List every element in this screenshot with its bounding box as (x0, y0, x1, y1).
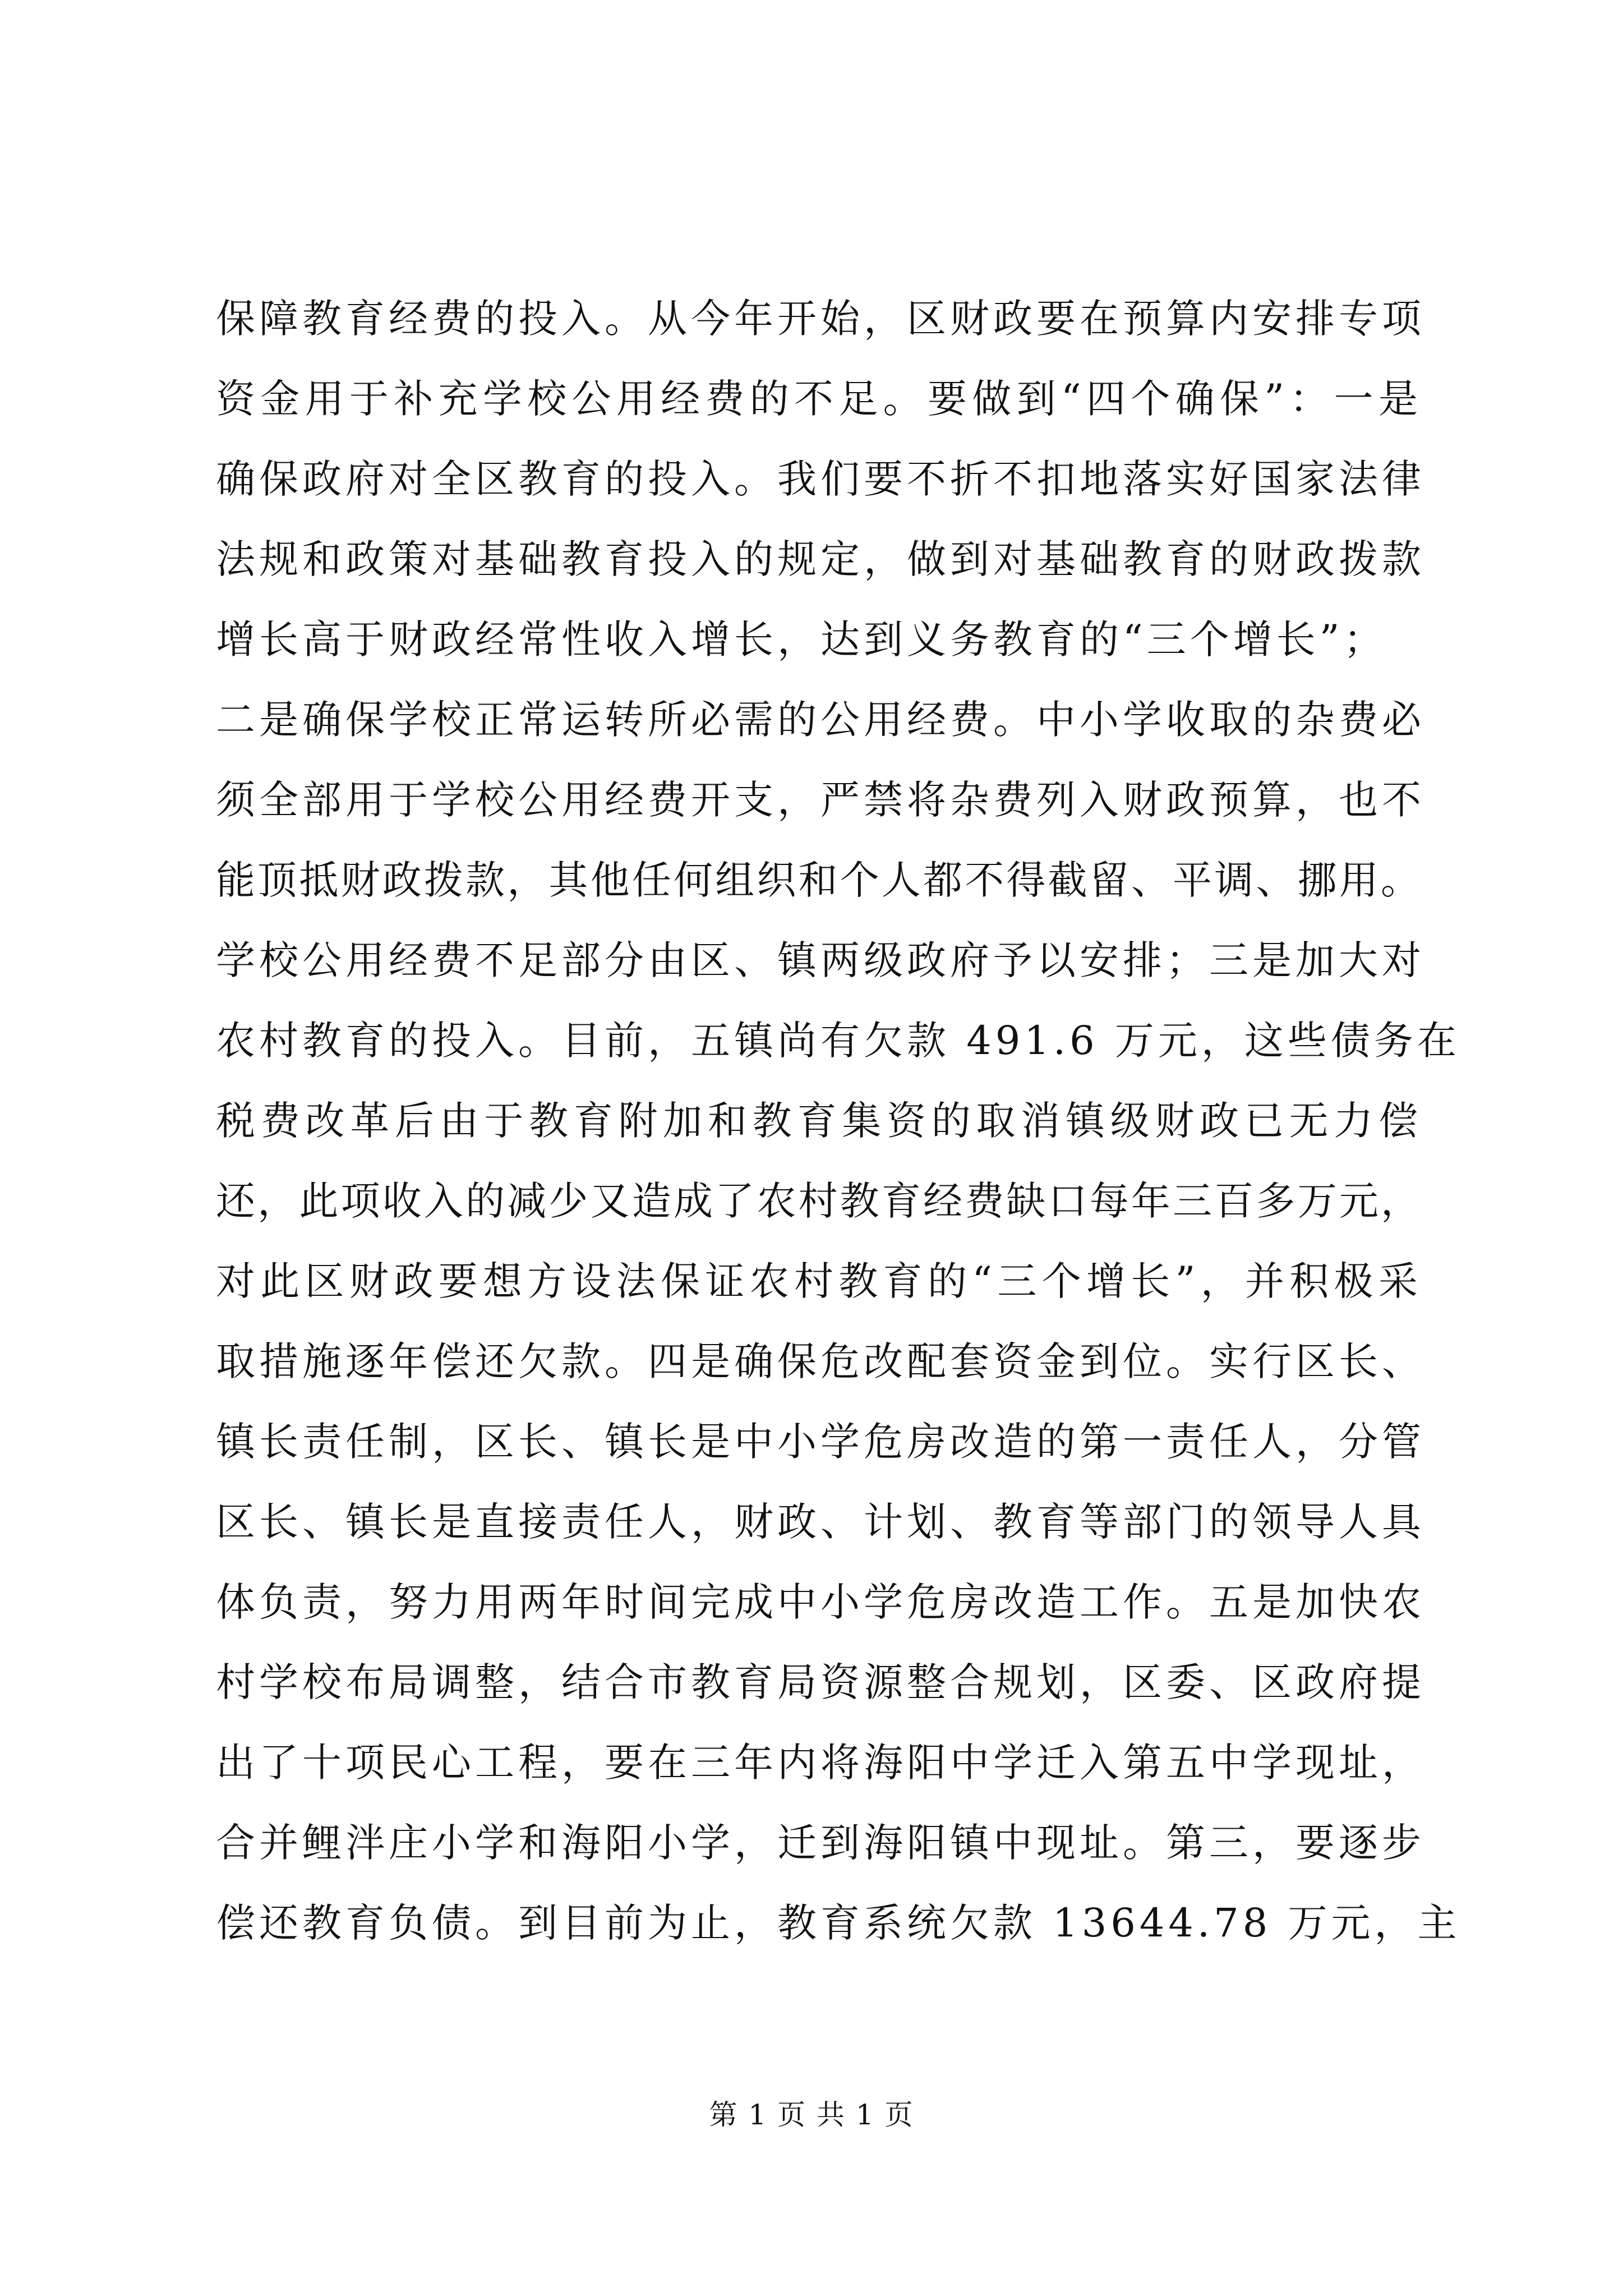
text-line: 学校公用经费不足部分由区、镇两级政府予以安排；三是加大对 (216, 937, 1425, 983)
text-line: 合并鲤泮庄小学和海阳小学，迁到海阳镇中现址。第三，要逐步 (216, 1820, 1425, 1866)
text-line: 取措施逐年偿还欠款。四是确保危改配套资金到位。实行区长、 (216, 1338, 1425, 1384)
text-line: 农村教育的投入。目前，五镇尚有欠款 491.6 万元，这些债务在 (216, 1018, 1460, 1064)
text-line: 须全部用于学校公用经费开支，严禁将杂费列入财政预算，也不 (216, 777, 1425, 823)
text-line: 村学校布局调整，结合市教育局资源整合规划，区委、区政府提 (216, 1659, 1425, 1705)
page-footer: 第 1 页 共 1 页 (709, 2099, 914, 2131)
text-line: 镇长责任制，区长、镇长是中小学危房改造的第一责任人，分管 (216, 1419, 1425, 1465)
text-line: 能顶抵财政拨款，其他任何组织和个人都不得截留、平调、挪用。 (216, 857, 1422, 903)
text-line: 资金用于补充学校公用经费的不足。要做到“四个确保”：一是 (216, 376, 1422, 422)
text-line: 偿还教育负债。到目前为止，教育系统欠款 13644.78 万元，主 (216, 1900, 1461, 1946)
text-line: 体负责，努力用两年时间完成中小学危房改造工作。五是加快农 (216, 1579, 1425, 1625)
body-text (216, 279, 1461, 1963)
text-line: 法规和政策对基础教育投入的规定，做到对基础教育的财政拨款 (216, 536, 1425, 582)
text-line: 二是确保学校正常运转所必需的公用经费。中小学收取的杂费必 (216, 697, 1425, 743)
text-line: 对此区财政要想方设法保证农村教育的“三个增长”，并积极采 (216, 1258, 1422, 1304)
text-line: 增长高于财政经常性收入增长，达到义务教育的“三个增长”； (216, 616, 1387, 662)
text-line: 确保政府对全区教育的投入。我们要不折不扣地落实好国家法律 (216, 456, 1425, 502)
text-line: 区长、镇长是直接责任人，财政、计划、教育等部门的领导人具 (216, 1499, 1425, 1545)
text-line: 保障教育经费的投入。从今年开始，区财政要在预算内安排专项 (216, 296, 1425, 342)
text-line: 出了十项民心工程，要在三年内将海阳中学迁入第五中学现址， (216, 1740, 1425, 1786)
text-line: 还，此项收入的减少又造成了农村教育经费缺口每年三百多万元， (216, 1178, 1422, 1224)
text-line: 税费改革后由于教育附加和教育集资的取消镇级财政已无力偿 (216, 1098, 1422, 1144)
